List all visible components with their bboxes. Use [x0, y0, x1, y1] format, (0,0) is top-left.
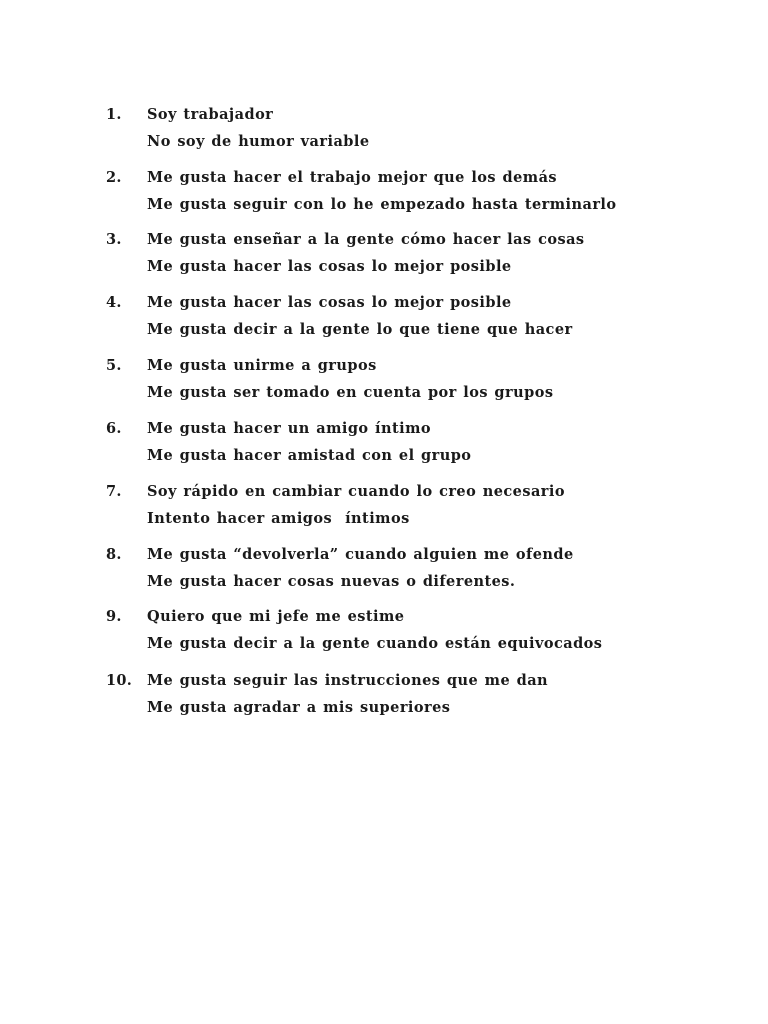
statement-b: Me gusta decir a la gente cuando están equivocados — [147, 635, 603, 652]
statement-a: Quiero que mi jefe me estime — [147, 608, 405, 625]
statement-b: Me gusta hacer amistad con el grupo — [147, 447, 472, 464]
statement-a: Me gusta enseñar a la gente cómo hacer las cosas — [147, 231, 585, 248]
item-number: 5. — [106, 357, 122, 374]
statement-a: Me gusta unirme a grupos — [147, 357, 377, 374]
statement-b: Me gusta hacer las cosas lo mejor posible — [147, 258, 512, 275]
item-number: 7. — [106, 483, 122, 500]
item-number: 8. — [106, 546, 122, 563]
statement-a: Me gusta hacer un amigo íntimo — [147, 420, 431, 437]
item-number: 2. — [106, 169, 122, 186]
statement-a: Me gusta “devolverla” cuando alguien me ofende — [147, 546, 574, 563]
statement-a: Me gusta hacer el trabajo mejor que los demás — [147, 169, 558, 186]
statement-a: Soy rápido en cambiar cuando lo creo necesario — [147, 483, 565, 500]
item-number: 4. — [106, 294, 122, 311]
statement-b: Me gusta hacer cosas nuevas o diferentes. — [147, 573, 516, 590]
item-number: 1. — [106, 106, 122, 123]
statement-a: Me gusta seguir las instrucciones que me dan — [147, 672, 549, 689]
statement-a: Me gusta hacer las cosas lo mejor posible — [147, 294, 512, 311]
statement-b: No soy de humor variable — [147, 133, 370, 150]
item-number: 6. — [106, 420, 122, 437]
statement-b: Me gusta decir a la gente lo que tiene que hacer — [147, 321, 573, 338]
item-number: 3. — [106, 231, 122, 248]
statement-b: Me gusta seguir con lo he empezado hasta terminarlo — [147, 196, 617, 213]
statement-a: Soy trabajador — [147, 106, 274, 123]
item-number: 9. — [106, 608, 122, 625]
item-number: 10. — [106, 672, 133, 689]
statement-b: Intento hacer amigos íntimos — [147, 510, 410, 527]
statement-b: Me gusta ser tomado en cuenta por los grupos — [147, 384, 554, 401]
statement-b: Me gusta agradar a mis superiores — [147, 699, 451, 716]
